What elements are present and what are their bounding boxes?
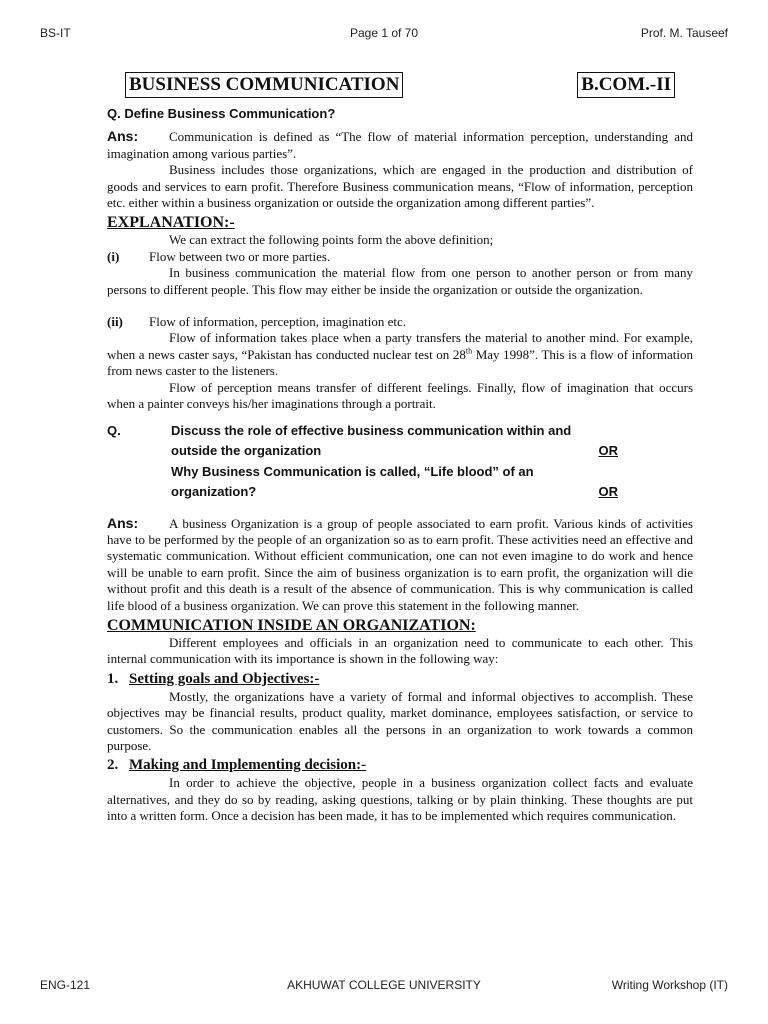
answer-2-text: A business Organization is a group of people associated to earn profit. Various kinds of activities have to be performed by the people of an organization so as to earn profit. These activities need an effective and systematic communication. Without efficient communication, one can not even imagine to do work and hence will be unable to earn profit. Since the aim of business organization is to earn profit, the organization will die without profit and this death is a result of the absence of communication. This is why communication is called life blood of a business organization. We can prove this statement in the following manner. bbox=[107, 515, 693, 613]
point-ii-text-b: May 1998”. This is a flow of information from news caster to the listeners. bbox=[107, 346, 693, 379]
inside-organization-text: Different employees and officials in an organization need to communicate to each other. This internal communication with its importance is shown in the following way: bbox=[107, 634, 693, 667]
item-2-number: 2. bbox=[107, 757, 119, 774]
document-body bbox=[107, 104, 693, 825]
ordinal-suffix: th bbox=[465, 346, 473, 356]
explanation-intro: We can extract the following points form the above definition; bbox=[169, 232, 494, 248]
header-author: Prof. M. Tauseef bbox=[640, 26, 728, 40]
point-ii-title: Flow of information, perception, imagination etc. bbox=[149, 314, 407, 330]
question-2-label: Q. bbox=[107, 422, 121, 438]
or-label-1: OR bbox=[598, 443, 618, 458]
point-ii-heading bbox=[107, 314, 693, 330]
answer-2 bbox=[107, 515, 693, 614]
point-i-number: (i) bbox=[107, 248, 120, 264]
answer-1-text: Communication is defined as “The flow of material information perception, understanding and imagination among various parties”. bbox=[107, 129, 693, 161]
item-1-title: Setting goals and Objectives:- bbox=[129, 670, 320, 687]
point-ii-text-a: Flow of information takes place when a party transfers the material to another mind. For example, when a news caster says, “Pakistan has conducted nuclear test on 28 bbox=[107, 330, 693, 362]
point-ii-text bbox=[107, 330, 693, 379]
item-2-text: In order to achieve the objective, people in a business organization collect facts and evaluate alternatives, and they do so by reading, asking questions, talking or by plain thinking. These thoughts are put into a written form. Once a decision has been made, it has to be implemented which requires communication. bbox=[107, 775, 693, 824]
footer-institution: AKHUWAT COLLEGE UNIVERSITY bbox=[287, 978, 481, 992]
question-2-line-2-text: outside the organization bbox=[171, 443, 322, 458]
question-2-line-4 bbox=[171, 482, 693, 503]
point-ii-text-2: Flow of perception means transfer of different feelings. Finally, flow of imagination that occurs when a painter conveys his/her imaginations through a portrait. bbox=[107, 379, 693, 412]
question-2-line-4-text: organization? bbox=[171, 484, 257, 499]
question-2-line-3: Why Business Communication is called, “Life blood” of an bbox=[171, 463, 534, 479]
question-2-line-1: Discuss the role of effective business communication within and bbox=[171, 422, 572, 438]
item-1-heading bbox=[107, 670, 693, 689]
page-footer bbox=[0, 978, 768, 998]
business-paragraph: Business includes those organizations, which are engaged in the production and distribution of goods and services to earn profit. Therefore Business communication means, “Flow of information, perception etc. either within a business organization or outside the organization among different parties”. bbox=[107, 162, 693, 211]
answer-1 bbox=[107, 128, 693, 162]
title-row bbox=[125, 72, 675, 100]
footer-course-code: ENG-121 bbox=[40, 978, 91, 992]
explanation-heading: EXPLANATION:- bbox=[107, 214, 235, 232]
point-i-text: In business communication the material flow from one person to another person or from many persons to different people. This flow may either be inside the organization or outside the organization. bbox=[107, 265, 693, 297]
inside-organization-heading: COMMUNICATION INSIDE AN ORGANIZATION: bbox=[107, 616, 476, 634]
or-label-2: OR bbox=[598, 484, 618, 499]
footer-subject: Writing Workshop (IT) bbox=[611, 978, 728, 992]
item-2-heading bbox=[107, 756, 693, 775]
header-page-number: Page 1 of 70 bbox=[349, 26, 419, 40]
question-2-line-2 bbox=[171, 441, 693, 462]
header-course: BS-IT bbox=[40, 26, 71, 40]
class-title: B.COM.-II bbox=[577, 72, 675, 98]
answer-2-label: Ans: bbox=[107, 514, 139, 531]
question-2 bbox=[107, 421, 693, 503]
item-1-text: Mostly, the organizations have a variety of formal and informal objectives to accomplish. These objectives may be financial results, product quality, market dominance, employees satisfaction, or service to customers. So the communication enables all the persons in an organization to work towards a common purpose. bbox=[107, 688, 693, 753]
item-2-title: Making and Implementing decision:- bbox=[129, 757, 367, 774]
question-1: Q. Define Business Communication? bbox=[107, 106, 336, 121]
point-i-heading bbox=[107, 249, 693, 265]
page-header bbox=[0, 26, 768, 46]
point-ii-number: (ii) bbox=[107, 314, 123, 330]
item-1-number: 1. bbox=[107, 670, 119, 687]
answer-label: Ans: bbox=[107, 128, 139, 145]
spacer bbox=[107, 298, 693, 314]
document-title: BUSINESS COMMUNICATION bbox=[125, 72, 403, 98]
point-i-title: Flow between two or more parties. bbox=[149, 248, 331, 264]
